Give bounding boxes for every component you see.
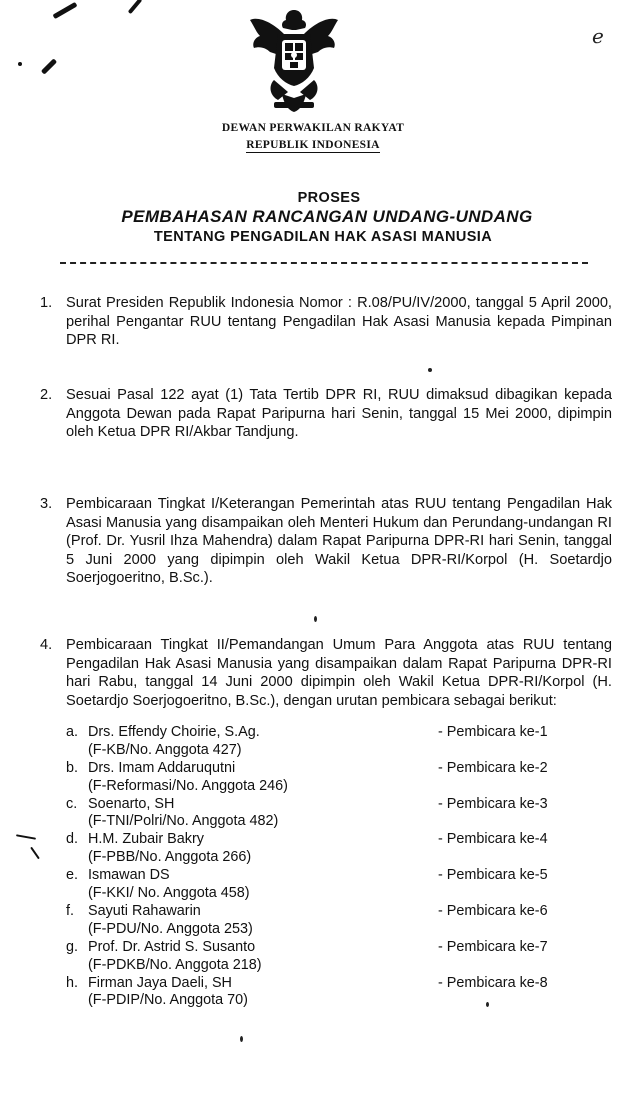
speaker-list — [66, 724, 606, 1010]
institution-country — [0, 139, 632, 151]
speaker-order: - Pembicara ke-5 — [438, 867, 548, 884]
title-line-1: PROSES — [297, 190, 361, 206]
speaker-letter: d. — [66, 831, 79, 848]
speaker-order: - Pembicara ke-8 — [438, 974, 548, 991]
speaker-row — [66, 975, 606, 1011]
speaker-name: Drs. Effendy Choirie, S.Ag. — [88, 724, 260, 740]
speaker-letter: c. — [66, 795, 78, 812]
list-item — [40, 495, 612, 588]
speaker-name: Drs. Imam Addaruqutni — [88, 759, 236, 776]
speaker-row — [66, 796, 606, 832]
item-text: Surat Presiden Republik Indonesia Nomor : R.08/PU/IV/2000, tanggal 5 April 2000, perihal Pengantar RUU tentang Pengadilan Hak Asasi Manusia kepada Pimpinan DPR RI. — [66, 295, 612, 349]
speaker-name: Firman Jaya Daeli, SH — [88, 974, 232, 991]
speaker-name: Sayuti Rahawarin — [88, 902, 201, 919]
speaker-order: - Pembicara ke-2 — [438, 759, 548, 776]
scan-mark — [486, 1002, 489, 1007]
list-item — [40, 636, 612, 710]
speaker-faction: (F-Reformasi/No. Anggota 246) — [88, 777, 288, 794]
item-text: Pembicaraan Tingkat I/Keterangan Pemerintah atas RUU tentang Pengadilan Hak Asasi Manusia yang disampaikan oleh Menteri Hukum dan Perundang-undangan RI (Prof. Dr. Yusril Ihza Mahendra) dalam Rapat Paripurna DPR-RI hari Senin, tanggal 5 Juni 2000 yang dipimpin oleh Wakil Ketua DPR-RI/Korpol (H. Soetardjo Soerjogoeritno, B.Sc.). — [66, 496, 612, 587]
title-line-2: PEMBAHASAN RANCANGAN UNDANG-UNDANG — [121, 207, 533, 226]
speaker-row — [66, 903, 606, 939]
item-number: 3. — [40, 496, 53, 512]
speaker-letter: e. — [66, 867, 79, 884]
garuda-emblem-icon — [248, 6, 340, 114]
item-text: Pembicaraan Tingkat II/Pemandangan Umum Para Anggota atas RUU tentang Pengadilan Hak Asasi Manusia yang disampaikan dalam Rapat Paripurna DPR-RI hari Rabu, tanggal 14 Juni 2000 dipimpin oleh Wakil Ketua DPR-RI/Korpol (H. Soetardjo Soerjogoeritno, B.Sc.), dengan urutan pembicara sebagai berikut: — [66, 637, 612, 709]
speaker-name: Ismawan DS — [88, 867, 170, 884]
item-number: 1. — [40, 295, 53, 311]
scan-mark — [428, 368, 432, 372]
speaker-name: Soenarto, SH — [88, 795, 175, 812]
scan-mark — [240, 1036, 243, 1042]
item-text: Sesuai Pasal 122 ayat (1) Tata Tertib DPR RI, RUU dimaksud dibagikan kepada Anggota Dewan pada Rapat Paripurna hari Senin, tanggal 15 Mei 2000, dipimpin oleh Ketua DPR RI/Akbar Tandjung. — [66, 387, 612, 441]
list-item — [40, 386, 612, 442]
speaker-letter: h. — [66, 974, 79, 991]
speaker-row — [66, 760, 606, 796]
speaker-row — [66, 867, 606, 903]
speaker-order: - Pembicara ke-4 — [438, 831, 548, 848]
speaker-faction: (F-PDIP/No. Anggota 70) — [88, 992, 248, 1009]
scan-mark — [30, 847, 40, 860]
institution-name: DEWAN PERWAKILAN RAKYAT — [221, 122, 405, 134]
list-item — [40, 294, 612, 350]
speaker-row — [66, 939, 606, 975]
scan-mark — [128, 0, 143, 14]
title-line-3: TENTANG PENGADILAN HAK ASASI MANUSIA — [153, 229, 493, 245]
scan-mark — [314, 616, 317, 622]
speaker-letter: g. — [66, 938, 79, 955]
item-number: 2. — [40, 387, 53, 403]
speaker-order: - Pembicara ke-3 — [438, 795, 548, 812]
speaker-order: - Pembicara ke-7 — [438, 938, 548, 955]
scan-mark — [16, 834, 36, 839]
speaker-faction: (F-KB/No. Anggota 427) — [88, 741, 242, 758]
speaker-letter: b. — [66, 759, 79, 776]
divider — [60, 262, 588, 264]
speaker-row — [66, 831, 606, 867]
speaker-faction: (F-PDKB/No. Anggota 218) — [88, 956, 262, 973]
speaker-name: Prof. Dr. Astrid S. Susanto — [88, 938, 256, 955]
scan-mark — [41, 58, 57, 74]
speaker-faction: (F-TNI/Polri/No. Anggota 482) — [88, 813, 279, 830]
speaker-order: - Pembicara ke-1 — [438, 724, 548, 740]
handwritten-mark: e — [592, 24, 604, 48]
scan-mark — [52, 2, 77, 19]
speaker-order: - Pembicara ke-6 — [438, 902, 548, 919]
speaker-faction: (F-KKI/ No. Anggota 458) — [88, 885, 250, 902]
speaker-name: H.M. Zubair Bakry — [88, 831, 204, 848]
speaker-faction: (F-PBB/No. Anggota 266) — [88, 849, 252, 866]
item-number: 4. — [40, 637, 53, 653]
speaker-row — [66, 724, 606, 760]
speaker-letter: f. — [66, 902, 74, 919]
scan-mark — [18, 62, 22, 66]
speaker-letter: a. — [66, 724, 79, 740]
institution-country-text: REPUBLIK INDONESIA — [246, 139, 380, 151]
speaker-faction: (F-PDU/No. Anggota 253) — [88, 920, 253, 937]
